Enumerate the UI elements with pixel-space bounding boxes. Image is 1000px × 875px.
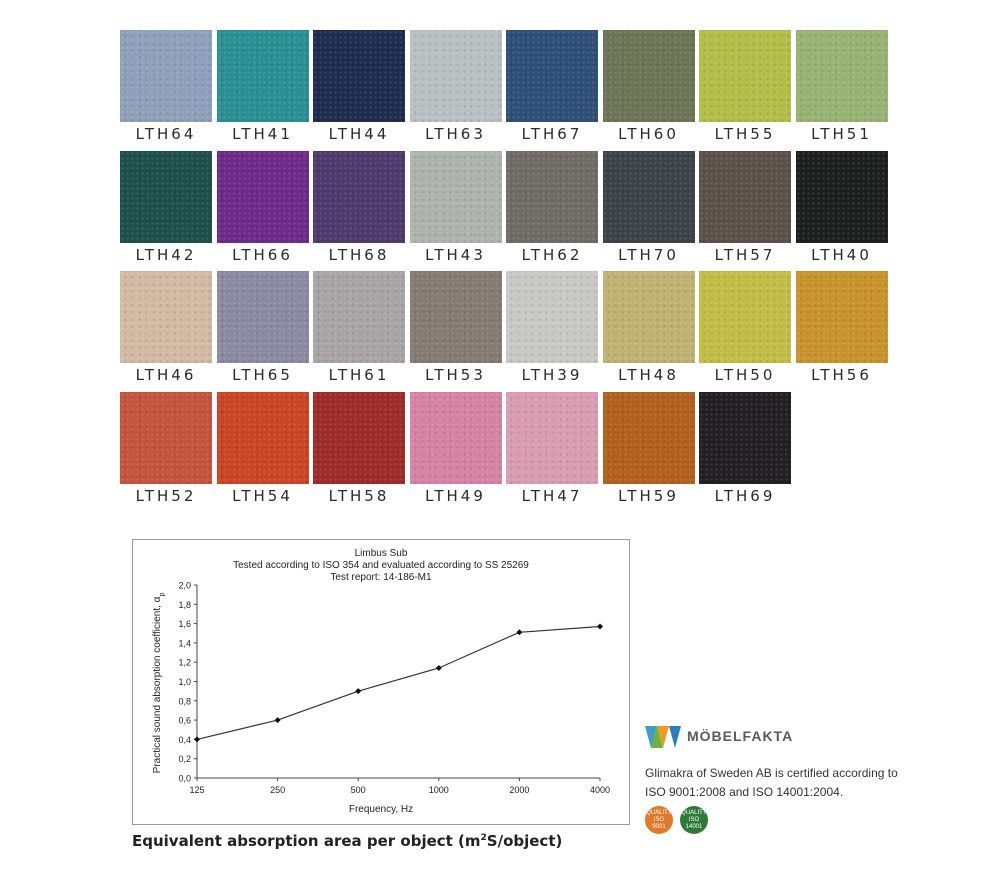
fabric-swatch-lth57: [699, 151, 791, 264]
swatch-color: [120, 30, 212, 122]
iso-14001-seal-icon: [680, 806, 708, 834]
swatch-code: LTH70: [618, 245, 679, 264]
swatch-code: LTH47: [521, 486, 583, 505]
swatch-code: LTH51: [811, 125, 872, 143]
y-tick-label: 0,2: [178, 754, 191, 765]
fabric-swatch-lth65: [217, 271, 309, 384]
y-axis-label-main: Practical sound absorption coefficient, α: [152, 596, 163, 774]
swatch-color: [699, 271, 791, 363]
swatch-color: [699, 30, 791, 122]
fabric-swatch-lth54: [217, 392, 309, 505]
y-tick-label: 0,6: [178, 715, 191, 726]
seal-mid: ISO: [688, 816, 700, 823]
swatch-code: LTH64: [135, 125, 197, 143]
swatch-color: [506, 30, 598, 122]
swatch-color: [603, 392, 695, 484]
x-tick-label: 250: [270, 785, 286, 795]
fabric-swatch-lth48: [603, 271, 695, 384]
fabric-swatch-lth43: [410, 151, 502, 264]
swatch-color: [217, 30, 309, 122]
fabric-swatch-lth47: [506, 392, 598, 505]
swatch-color: [699, 151, 791, 243]
fabric-swatch-lth70: [603, 151, 695, 264]
y-axis-label: [152, 593, 166, 774]
fabric-swatch-lth58: [313, 392, 405, 505]
swatch-color: [603, 151, 695, 243]
swatch-code: LTH52: [135, 486, 197, 505]
swatch-code: LTH57: [714, 245, 776, 264]
fabric-swatch-lth52: [120, 392, 212, 505]
swatch-code: LTH69: [714, 486, 776, 505]
swatch-code: LTH43: [425, 245, 486, 264]
fabric-swatch-lth39: [506, 271, 598, 384]
swatch-color: [506, 392, 598, 484]
swatch-color: [506, 271, 598, 363]
y-tick-label: 1,6: [178, 619, 191, 630]
iso-9001-seal-icon: [645, 806, 673, 834]
data-point-2000: [516, 629, 522, 635]
swatch-code: LTH55: [714, 125, 776, 143]
footer-title-prefix: Equivalent absorption area per object (m: [132, 832, 481, 850]
swatch-code: LTH59: [618, 486, 679, 505]
footer-title-suffix: S/object): [486, 832, 563, 850]
swatch-code: LTH68: [328, 245, 390, 264]
footer-title: [132, 832, 562, 850]
fabric-swatch-lth55: [699, 30, 791, 143]
y-tick-label: 0,4: [178, 734, 191, 745]
fabric-swatch-lth64: [120, 30, 212, 143]
swatch-color: [410, 392, 502, 484]
fabric-swatch-lth60: [603, 30, 695, 143]
fabric-swatch-lth61: [313, 271, 405, 384]
fabric-swatch-lth56: [796, 271, 888, 384]
fabric-swatch-lth51: [796, 30, 888, 143]
fabric-swatch-lth67: [506, 30, 598, 143]
swatch-code: LTH67: [521, 125, 583, 143]
x-tick-label: 4000: [589, 785, 611, 795]
data-point-125: [194, 736, 200, 742]
swatch-code: LTH62: [521, 245, 583, 264]
swatch-code: LTH61: [328, 366, 390, 384]
fabric-swatch-lth40: [796, 151, 888, 264]
y-tick-label: 1,4: [178, 638, 191, 649]
certification-text: [645, 764, 905, 802]
data-point-500: [355, 688, 361, 694]
swatch-color: [603, 271, 695, 363]
cert-line-1: Glimakra of Sweden AB is certified according to: [645, 766, 898, 780]
swatch-code: LTH63: [425, 125, 486, 143]
swatch-color: [410, 271, 502, 363]
swatch-color: [796, 151, 888, 243]
y-tick-label: 2,0: [178, 580, 191, 591]
swatch-color: [796, 271, 888, 363]
swatch-code: LTH42: [135, 245, 197, 264]
swatch-code: LTH65: [232, 366, 293, 384]
swatch-code: LTH58: [328, 486, 390, 505]
fabric-swatch-lth68: [313, 151, 405, 264]
seal-top: QUALITY: [646, 809, 672, 816]
x-tick-label: 125: [189, 785, 205, 795]
chart-subtitle: Tested according to ISO 354 and evaluated according to SS 25269: [233, 560, 529, 571]
y-tick-label: 1,2: [178, 657, 191, 668]
swatch-color: [506, 151, 598, 243]
fabric-swatch-lth69: [699, 392, 791, 505]
swatch-color: [410, 30, 502, 122]
data-point-250: [275, 717, 281, 723]
swatch-code: LTH54: [232, 486, 293, 505]
swatch-code: LTH39: [521, 366, 583, 384]
swatch-color: [120, 392, 212, 484]
swatch-color: [217, 271, 309, 363]
fabric-swatch-lth50: [699, 271, 791, 384]
x-tick-label: 500: [350, 785, 366, 795]
swatch-code: LTH50: [714, 366, 776, 384]
swatch-color: [313, 271, 405, 363]
y-tick-label: 1,8: [178, 599, 191, 610]
x-axis-label: Frequency, Hz: [348, 804, 414, 815]
absorption-chart: [133, 540, 629, 824]
fabric-swatch-lth66: [217, 151, 309, 264]
swatch-color: [120, 271, 212, 363]
brand-name: MÖBELFAKTA: [687, 728, 794, 744]
seal-mid: ISO: [653, 816, 665, 823]
series-line: [197, 626, 600, 739]
swatch-code: LTH60: [618, 125, 679, 143]
y-axis-label-sub: p: [158, 592, 166, 597]
swatch-code: LTH48: [618, 366, 679, 384]
swatch-code: LTH41: [232, 125, 293, 143]
seal-top: QUALITY: [681, 809, 707, 816]
swatch-color: [313, 151, 405, 243]
swatch-code: LTH56: [811, 366, 872, 384]
swatch-color: [217, 392, 309, 484]
swatch-code: LTH46: [135, 366, 197, 384]
swatch-color: [313, 30, 405, 122]
swatch-color: [796, 30, 888, 122]
seal-bottom: 9001: [652, 823, 666, 830]
y-tick-label: 0,8: [178, 696, 191, 707]
swatch-color: [603, 30, 695, 122]
fabric-swatch-lth41: [217, 30, 309, 143]
chart-frame: [132, 539, 630, 825]
y-tick-label: 0,0: [178, 773, 191, 784]
x-tick-label: 2000: [509, 785, 530, 795]
fabric-swatch-lth42: [120, 151, 212, 264]
swatch-code: LTH49: [425, 486, 486, 505]
fabric-swatch-lth62: [506, 151, 598, 264]
mobelfakta-logo-icon: [645, 722, 685, 752]
fabric-swatch-lth63: [410, 30, 502, 143]
fabric-swatch-lth53: [410, 271, 502, 384]
fabric-swatch-lth44: [313, 30, 405, 143]
chart-title: Limbus Sub: [354, 548, 408, 559]
swatch-code: LTH53: [425, 366, 486, 384]
swatch-color: [699, 392, 791, 484]
cert-line-2: ISO 9001:2008 and ISO 14001:2004.: [645, 785, 844, 799]
fabric-swatch-lth59: [603, 392, 695, 505]
data-point-4000: [597, 623, 603, 629]
footer-title-sup: 2: [480, 833, 487, 843]
seal-bottom: 14001: [685, 823, 703, 830]
swatch-code: LTH66: [232, 245, 293, 264]
fabric-swatch-lth49: [410, 392, 502, 505]
x-tick-label: 1000: [428, 785, 449, 795]
chart-note: Test report: 14-186-M1: [330, 572, 432, 583]
swatch-color: [217, 151, 309, 243]
y-tick-label: 1,0: [178, 677, 191, 687]
swatch-color: [313, 392, 405, 484]
fabric-swatch-lth46: [120, 271, 212, 384]
data-point-1000: [436, 665, 442, 671]
swatch-color: [410, 151, 502, 243]
swatch-code: LTH40: [811, 245, 872, 264]
swatch-code: LTH44: [328, 125, 390, 143]
swatch-color: [120, 151, 212, 243]
